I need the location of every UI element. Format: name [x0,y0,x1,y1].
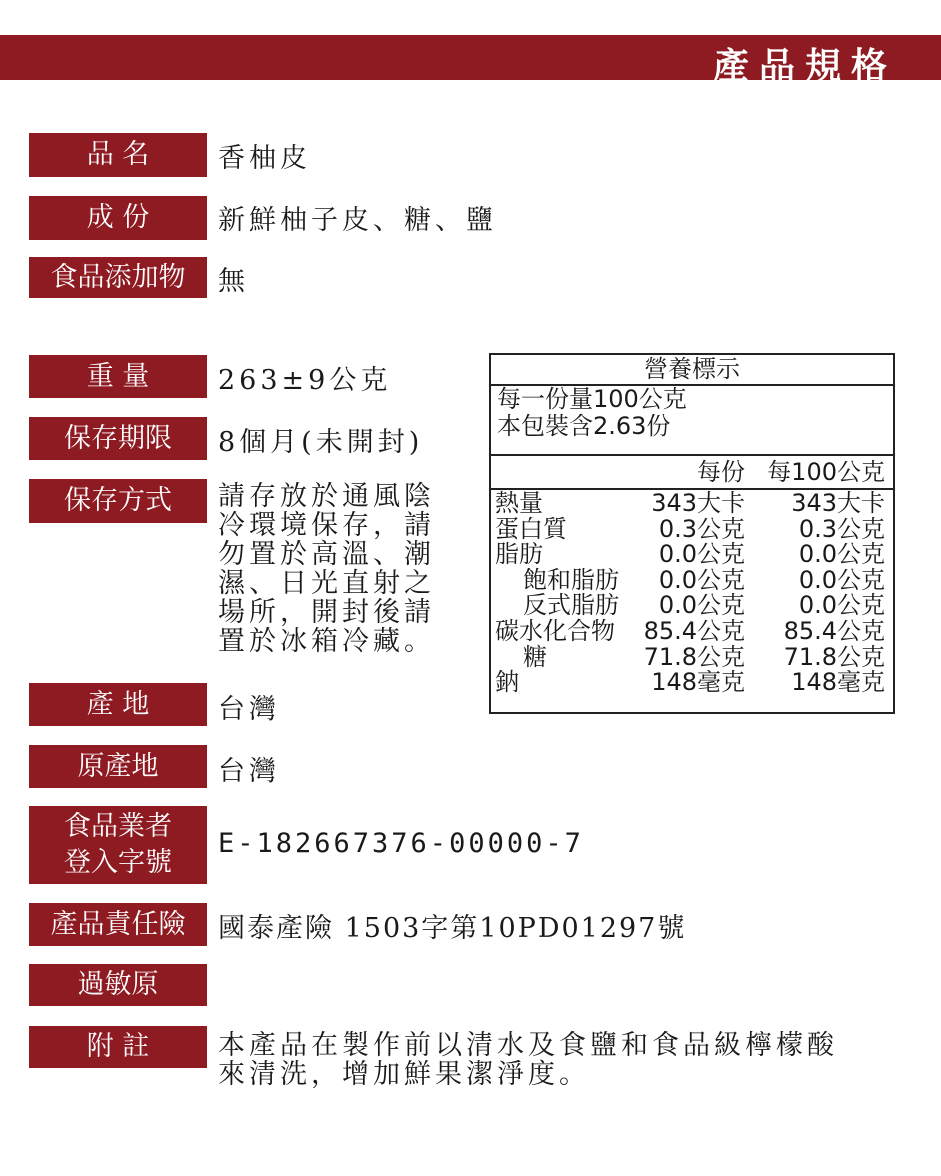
nutrition-rows [491,490,893,696]
label-notes: 附 註 [29,1026,207,1068]
label-shelf-life: 保存期限 [29,417,207,460]
label-storage: 保存方式 [29,479,207,523]
nutrient-per-serving: 85.4公克 [643,616,745,645]
nutrient-per-serving: 71.8公克 [643,642,745,671]
nutrient-per-100g: 343大卡 [791,489,885,517]
nutrient-per-serving: 0.0公克 [658,565,745,594]
value-product-liability-insurance: 國泰產險 1503字第10PD01297號 [218,913,687,944]
column-per-100g: 每100公克 [767,458,885,486]
nutrition-row-fat [491,542,893,568]
value-food-business-registration: E-182667376-00000-7 [218,828,584,859]
value-ingredients: 新鮮柚子皮、糖、鹽 [218,205,497,236]
nutrient-per-100g: 0.3公克 [798,514,885,543]
label-product-name: 品 名 [29,133,207,177]
page-title: 產品規格 [712,46,897,87]
nutrient-name: 蛋白質 [495,514,567,543]
nutrient-per-100g: 148毫克 [791,668,885,697]
nutrient-per-serving: 0.0公克 [658,540,745,569]
value-storage: 請存放於通風陰 冷環境保存，請 勿置於高溫、潮 濕、日光直射之 場所，開封後請 置於冰箱冷藏。 [218,481,435,657]
nutrition-row-saturated-fat [491,565,893,594]
value-origin: 台灣 [218,694,280,725]
nutrition-serving-info: 每一份量100公克 本包裝含2.63份 [491,386,893,456]
nutrient-per-serving: 343大卡 [651,489,745,517]
value-weight: 263±9公克 [218,365,392,396]
label-country-of-origin: 原產地 [29,745,207,788]
nutrition-row-trans-fat [491,593,893,619]
nutrition-row-carbohydrate [491,616,893,645]
value-shelf-life: 8個月(未開封) [218,427,424,458]
value-notes: 本產品在製作前以清水及食鹽和食品級檸檬酸 來清洗，增加鮮果潔淨度。 [218,1030,838,1090]
label-weight: 重 量 [29,355,207,398]
nutrition-row-energy [491,491,893,517]
nutrient-name: 熱量 [495,489,543,517]
header-banner [0,35,941,87]
value-country-of-origin: 台灣 [218,756,280,787]
nutrition-facts-table [489,353,895,714]
value-food-additives: 無 [218,266,249,297]
nutrition-column-headers [491,456,893,490]
nutrient-name: 脂肪 [495,540,543,569]
nutrient-per-100g: 71.8公克 [783,642,885,671]
nutrient-name: 糖 [523,642,547,671]
nutrient-per-100g: 0.0公克 [798,565,885,594]
label-food-additives: 食品添加物 [29,257,207,298]
nutrition-row-sodium [491,670,893,696]
nutrient-per-100g: 0.0公克 [798,540,885,569]
nutrient-per-serving: 148毫克 [651,668,745,697]
column-per-serving: 每份 [697,458,745,486]
label-product-liability-insurance: 產品責任險 [29,903,207,946]
label-food-business-registration: 食品業者 登入字號 [29,806,207,884]
nutrition-row-sugar [491,642,893,671]
nutrient-per-serving: 0.0公克 [658,591,745,620]
label-ingredients: 成 份 [29,196,207,240]
nutrient-name: 碳水化合物 [495,616,615,645]
nutrition-row-protein [491,514,893,543]
value-product-name: 香柚皮 [218,143,311,174]
nutrient-name: 鈉 [495,668,519,697]
nutrient-name: 飽和脂肪 [523,565,619,594]
nutrient-per-100g: 0.0公克 [798,591,885,620]
label-allergens: 過敏原 [29,964,207,1006]
nutrient-name: 反式脂肪 [523,591,619,620]
label-origin: 產 地 [29,683,207,726]
nutrient-per-serving: 0.3公克 [658,514,745,543]
nutrient-per-100g: 85.4公克 [783,616,885,645]
nutrition-title: 營養標示 [491,355,893,386]
